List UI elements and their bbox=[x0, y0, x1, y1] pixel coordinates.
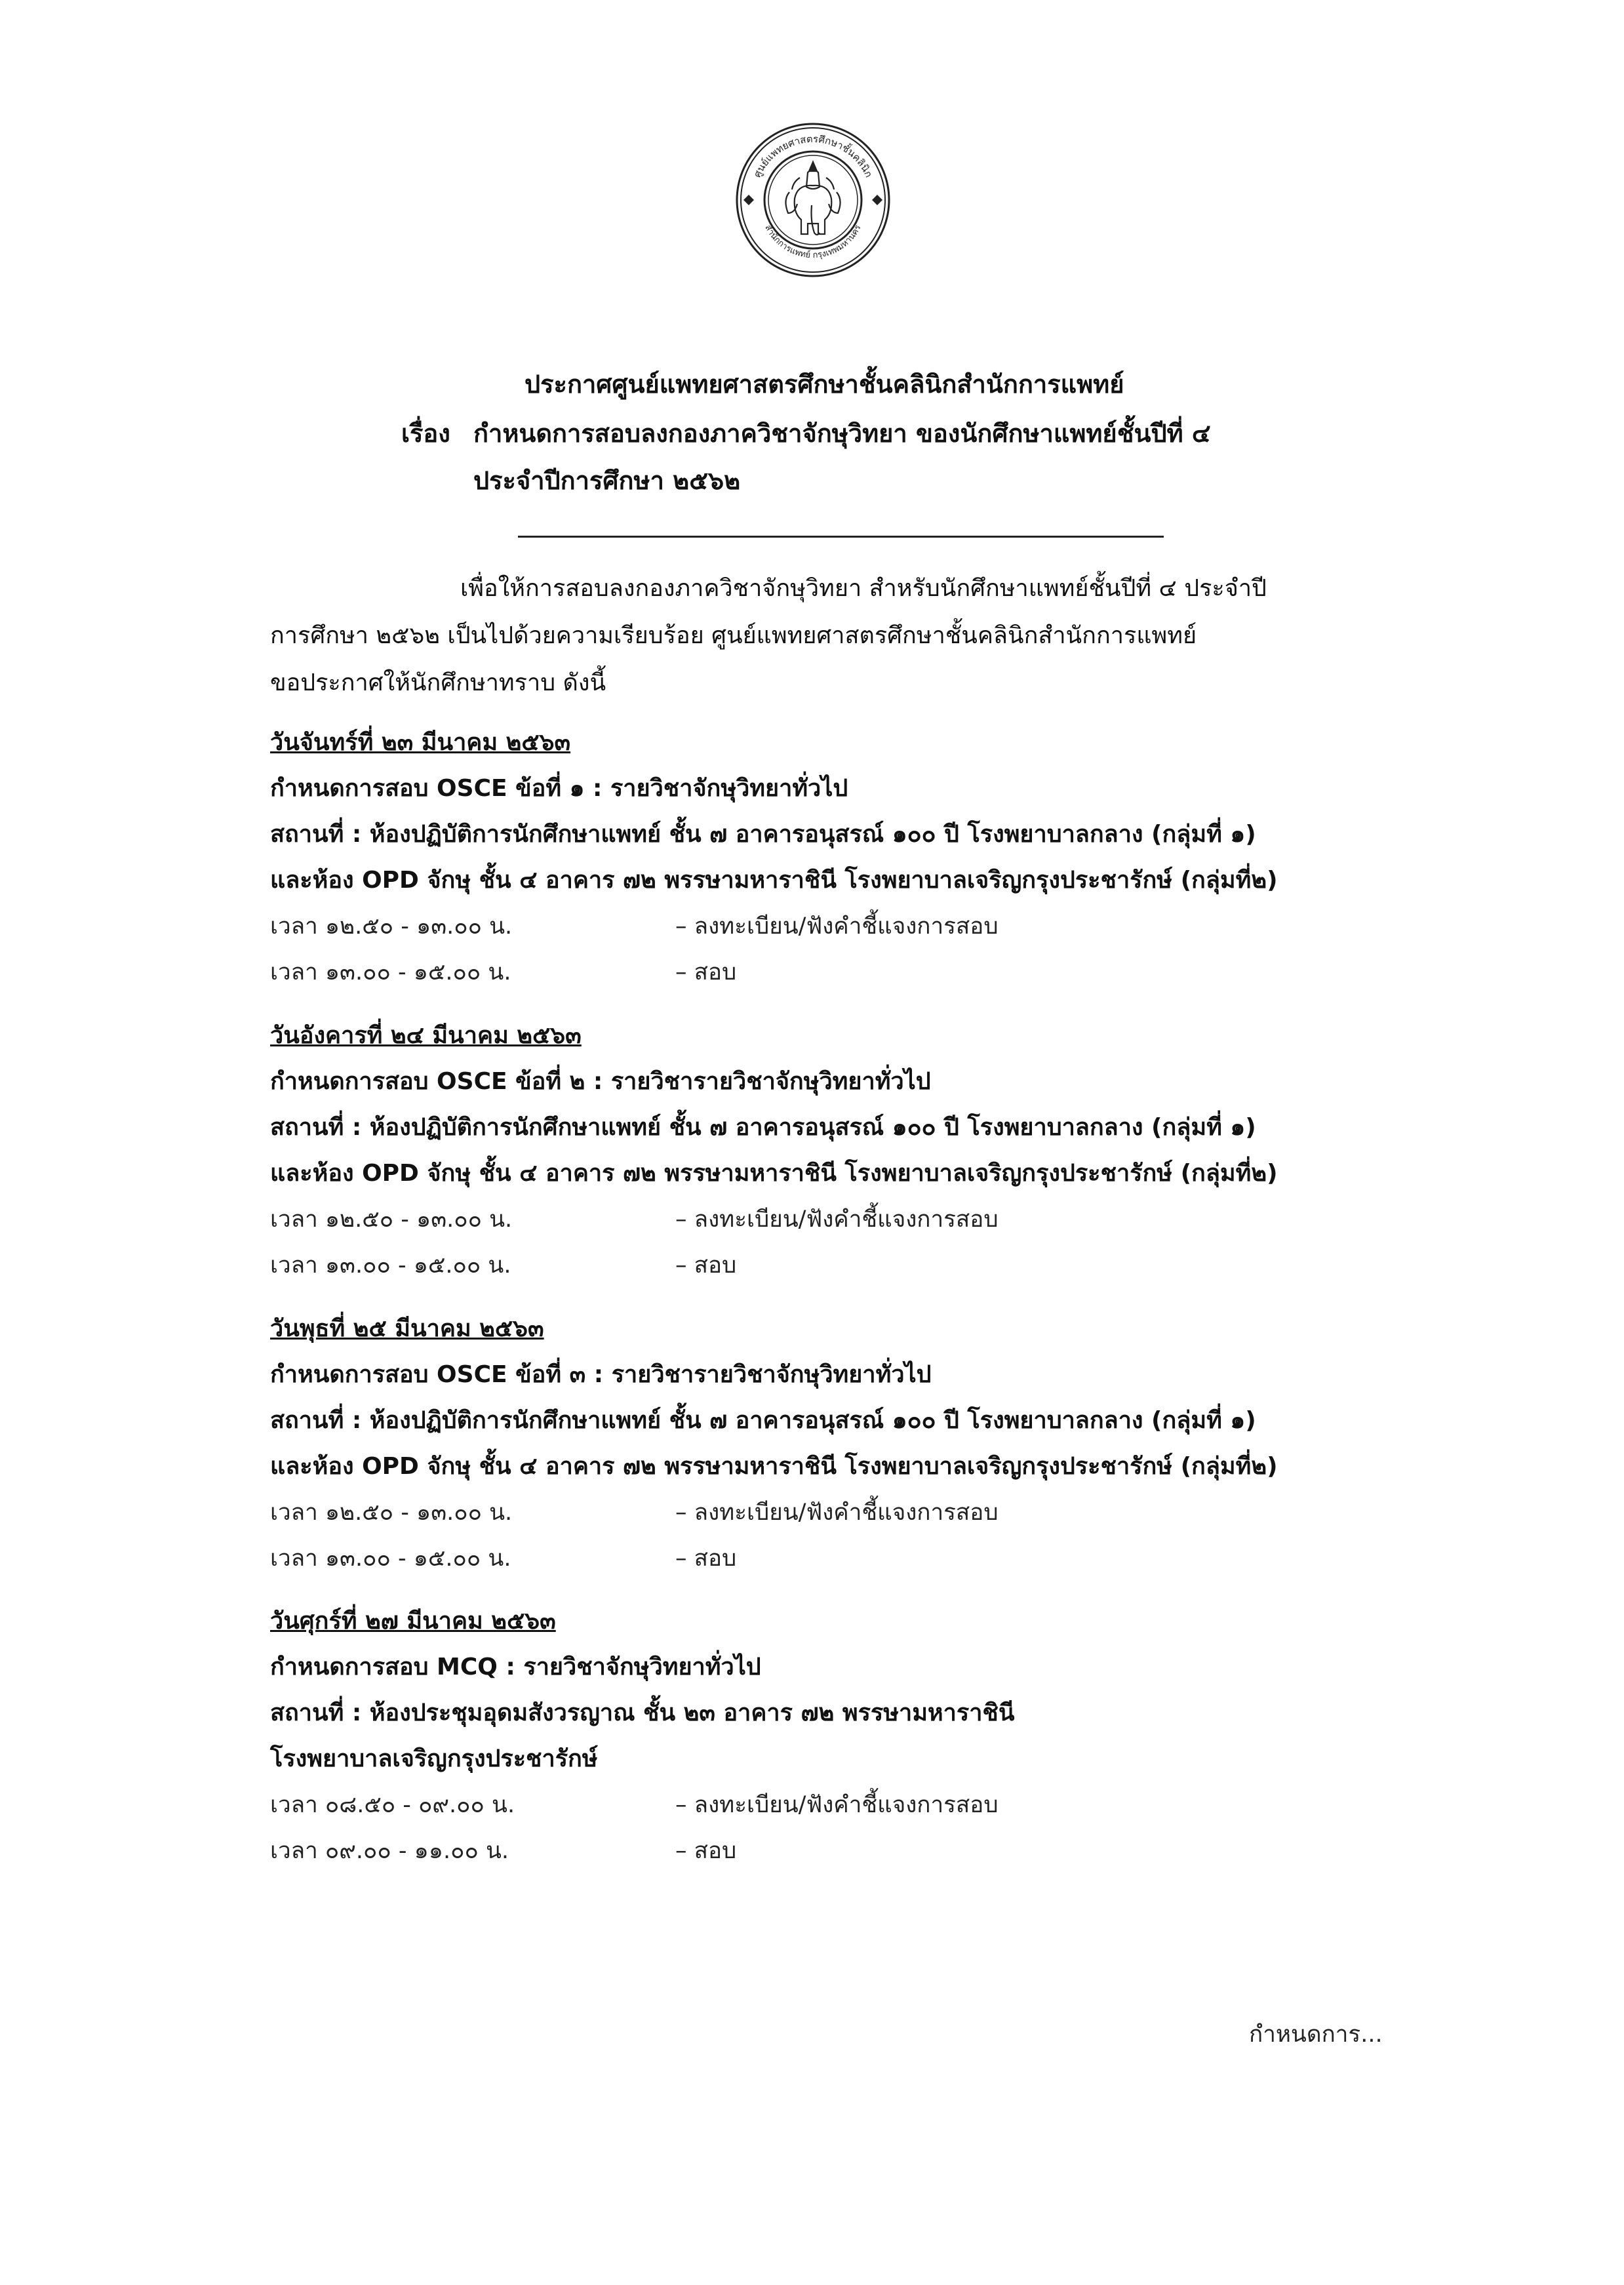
schedule-time: เวลา ๑๒.๕๐ - ๑๓.๐๐ น. bbox=[270, 1500, 513, 1526]
schedule-desc: – ลงทะเบียน/ฟังคำชี้แจงการสอบ bbox=[675, 1206, 999, 1233]
section-exam: กำหนดการสอบ OSCE ข้อที่ ๑ : รายวิชาจักษุวิทยาทั่วไป bbox=[270, 775, 848, 802]
section-date: วันจันทร์ที่ ๒๓ มีนาคม ๒๕๖๓ bbox=[270, 729, 571, 756]
schedule-row bbox=[270, 1828, 1424, 1874]
schedule-desc: – ลงทะเบียน/ฟังคำชี้แจงการสอบ bbox=[675, 1500, 999, 1526]
schedule-row bbox=[270, 1782, 1424, 1828]
seal-ring-text-bottom: สำนักการแพทย์ กรุงเทพมหานคร bbox=[762, 223, 863, 261]
seal-ring-text-top: ศูนย์แพทยศาสตรศึกษาชั้นคลินิก bbox=[751, 132, 875, 180]
schedule-desc: – ลงทะเบียน/ฟังคำชี้แจงการสอบ bbox=[675, 913, 999, 940]
schedule-time: เวลา ๑๓.๐๐ - ๑๕.๐๐ น. bbox=[270, 1252, 511, 1279]
elephant-seal-icon bbox=[734, 121, 892, 279]
schedule-row bbox=[270, 1242, 1424, 1288]
section-venue-1: สถานที่ : ห้องปฏิบัติการนักศึกษาแพทย์ ชั้น ๗ อาคารอนุสรณ์ ๑๐๐ ปี โรงพยาบาลกลาง (กลุ่มที่ ๑) bbox=[270, 1407, 1256, 1434]
section-venue-2: และห้อง OPD จักษุ ชั้น ๔ อาคาร ๗๒ พรรษามหาราชินี โรงพยาบาลเจริญกรุงประชารักษ์ (กลุ่มที่๒) bbox=[270, 1160, 1278, 1187]
schedule-section-3 bbox=[270, 1306, 1424, 1581]
section-venue-1: สถานที่ : ห้องปฏิบัติการนักศึกษาแพทย์ ชั้น ๗ อาคารอนุสรณ์ ๑๐๐ ปี โรงพยาบาลกลาง (กลุ่มที่ ๑) bbox=[270, 821, 1256, 848]
intro-line-1: เพื่อให้การสอบลงกองภาควิชาจักษุวิทยา สำหรับนักศึกษาแพทย์ชั้นปีที่ ๔ ประจำปี bbox=[460, 575, 1267, 602]
schedule-desc: – สอบ bbox=[675, 1252, 737, 1279]
section-date: วันศุกร์ที่ ๒๗ มีนาคม ๒๕๖๓ bbox=[270, 1608, 556, 1635]
schedule-row bbox=[270, 1536, 1424, 1581]
section-exam: กำหนดการสอบ OSCE ข้อที่ ๓ : รายวิชารายวิชาจักษุวิทยาทั่วไป bbox=[270, 1361, 932, 1388]
intro-paragraph bbox=[270, 565, 1408, 707]
schedule-section-2 bbox=[270, 1013, 1424, 1288]
schedule-row bbox=[270, 904, 1424, 949]
schedule-row bbox=[270, 949, 1424, 995]
svg-text:ศูนย์แพทยศาสตรศึกษาชั้นคลินิก bbox=[751, 133, 875, 180]
subject-line-1: กำหนดการสอบลงกองภาควิชาจักษุวิทยา ของนักศึกษาแพทย์ชั้นปีที่ ๔ bbox=[473, 419, 1211, 448]
schedule-desc: – สอบ bbox=[675, 1838, 737, 1864]
section-date: วันอังคารที่ ๒๔ มีนาคม ๒๕๖๓ bbox=[270, 1022, 582, 1049]
schedule-desc: – สอบ bbox=[675, 1545, 737, 1572]
section-venue-2: โรงพยาบาลเจริญกรุงประชารักษ์ bbox=[270, 1745, 598, 1772]
subject-line-2: ประจำปีการศึกษา ๒๕๖๒ bbox=[473, 466, 741, 495]
schedule-section-1 bbox=[270, 720, 1424, 995]
section-date: วันพุธที่ ๒๕ มีนาคม ๒๕๖๓ bbox=[270, 1315, 544, 1342]
intro-line-3: ขอประกาศให้นักศึกษาทราบ ดังนี้ bbox=[270, 669, 606, 696]
section-venue-2: และห้อง OPD จักษุ ชั้น ๔ อาคาร ๗๒ พรรษามหาราชินี โรงพยาบาลเจริญกรุงประชารักษ์ (กลุ่มที่๒) bbox=[270, 1453, 1278, 1480]
announcement-title: ประกาศศูนย์แพทยศาสตรศึกษาชั้นคลินิกสำนักการแพทย์ bbox=[525, 370, 1124, 399]
schedule-time: เวลา ๐๙.๐๐ - ๑๑.๐๐ น. bbox=[270, 1838, 509, 1864]
schedule-row bbox=[270, 1490, 1424, 1536]
schedule-time: เวลา ๑๒.๕๐ - ๑๓.๐๐ น. bbox=[270, 913, 513, 940]
section-exam: กำหนดการสอบ MCQ : รายวิชาจักษุวิทยาทั่วไป bbox=[270, 1654, 761, 1680]
continued-marker: กำหนดการ... bbox=[1249, 2021, 1383, 2048]
schedule-section-4 bbox=[270, 1599, 1424, 1874]
section-venue-1: สถานที่ : ห้องประชุมอุดมสังวรญาณ ชั้น ๒๓ อาคาร ๗๒ พรรษามหาราชินี bbox=[270, 1699, 1015, 1726]
subject-label: เรื่อง bbox=[401, 419, 450, 448]
section-venue-1: สถานที่ : ห้องปฏิบัติการนักศึกษาแพทย์ ชั้น ๗ อาคารอนุสรณ์ ๑๐๐ ปี โรงพยาบาลกลาง (กลุ่มที่ ๑) bbox=[270, 1114, 1256, 1141]
schedule-time: เวลา ๑๓.๐๐ - ๑๕.๐๐ น. bbox=[270, 1545, 511, 1572]
schedule-row bbox=[270, 1197, 1424, 1242]
schedule-desc: – ลงทะเบียน/ฟังคำชี้แจงการสอบ bbox=[675, 1792, 999, 1818]
schedule-time: เวลา ๑๒.๕๐ - ๑๓.๐๐ น. bbox=[270, 1206, 513, 1233]
schedule-time: เวลา ๑๓.๐๐ - ๑๕.๐๐ น. bbox=[270, 959, 511, 985]
section-venue-2: และห้อง OPD จักษุ ชั้น ๔ อาคาร ๗๒ พรรษามหาราชินี โรงพยาบาลเจริญกรุงประชารักษ์ (กลุ่มที่๒) bbox=[270, 867, 1278, 894]
header-divider bbox=[518, 536, 1164, 538]
intro-line-2: การศึกษา ๒๕๖๒ เป็นไปด้วยความเรียบร้อย ศูนย์แพทยศาสตรศึกษาชั้นคลินิกสำนักการแพทย์ bbox=[270, 622, 1197, 649]
section-exam: กำหนดการสอบ OSCE ข้อที่ ๒ : รายวิชารายวิชาจักษุวิทยาทั่วไป bbox=[270, 1068, 931, 1095]
schedule-desc: – สอบ bbox=[675, 959, 737, 985]
schedule-time: เวลา ๐๘.๕๐ - ๐๙.๐๐ น. bbox=[270, 1792, 515, 1818]
